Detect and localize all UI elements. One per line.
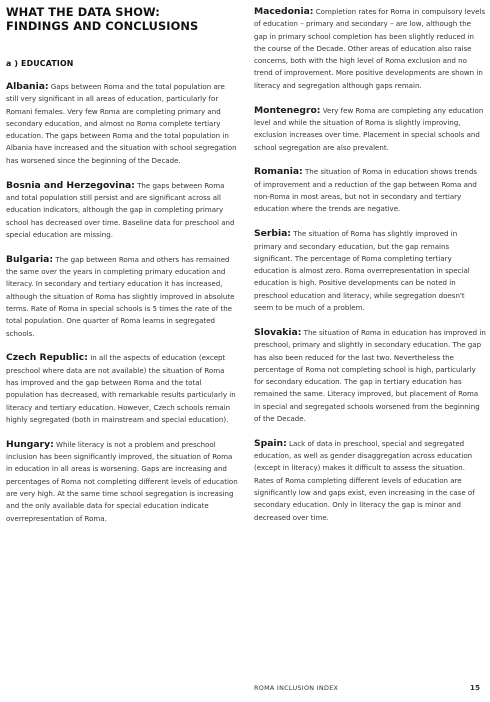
entry-romania (254, 166, 486, 215)
country-name: Spain: (254, 437, 287, 449)
entry-text: While literacy is not a problem and preschool inclusion has been significantly improved, the situation of Roma in education in all areas is worsening. Gaps are increasing and percentages of Roma not completing different levels of education are very high. At the same time school segregation is increasing and the only available data for special education indicate overrepresentation of Roma. (6, 439, 238, 523)
right-column (254, 6, 486, 537)
country-name: Montenegro: (254, 104, 321, 116)
country-name: Hungary: (6, 438, 54, 450)
entry-text: Very few Roma are completing any education level and while the situation of Roma is slightly improving, exclusion increases over time. Placement in special schools and school segregation are also prevalent. (254, 105, 484, 152)
entry-bulgaria (6, 254, 238, 340)
country-name: Bosnia and Herzegovina: (6, 179, 135, 191)
entry-spain (254, 438, 486, 524)
entry-text: The situation of Roma has slightly improved in primary and secondary education, but the gap remains significant. The percentage of Roma completing tertiary education is almost zero. Roma overrepresentation in special education is high. Positive developments can be noted in preschool education and literacy, while segregation doesn't seem to be much of a problem. (254, 229, 470, 313)
entry-text: Lack of data in preschool, special and segregated education, as well as gender disaggregation across education (except in literacy) makes it difficult to assess the situation. Rates of Roma completing different levels of education are significantly low and gaps exist, even increasing in the case of secondary education. Only in literacy the gap is minor and decreased over time. (254, 438, 475, 522)
country-name: Bulgaria: (6, 253, 54, 265)
entry-serbia (254, 228, 486, 314)
entry-slovakia (254, 327, 486, 425)
footer-publication-title: ROMA INCLUSION INDEX (254, 684, 339, 692)
entry-text: The gap between Roma and others has remained the same over the years in completing primary education and literacy. In secondary and tertiary education it has increased, although the situation of Roma has slightly improved in absolute terms. Rate of Roma in special schools is 5 times the rate of the total population. One quarter of Roma learns in segregated schools. (6, 254, 235, 338)
entry-hungary (6, 439, 238, 525)
page-number: 15 (470, 684, 481, 692)
entry-bosnia-herzegovina (6, 180, 238, 241)
left-column (6, 6, 238, 537)
section-title-line-2: FINDINGS AND CONCLUSIONS (6, 18, 199, 33)
country-name: Macedonia: (254, 6, 314, 17)
entry-text: In all the aspects of education (except preschool where data are not available) the situation of Roma has improved and the gap between Roma and the total population has decreased, with remarkable results particularly in literacy and tertiary education. However, Czech schools remain highly segregated (both in mainstream and special education). (6, 353, 236, 424)
entry-text: The gaps between Roma and total population still persist and are significant across all education indicators, although the gap in completing primary school has decreased over time. Baseline data for preschool and special education are missing. (6, 180, 235, 239)
entry-text: Completion rates for Roma in compulsory levels of education – primary and secondary – are low, although the gap in primary school completion has been slightly reduced in the course of the Decade. Other areas of education also raise concerns, both with the high level of Roma exclusion and no trend of improvement. More positive developments are shown in literacy and segregation although gaps remain. (254, 7, 486, 90)
entry-montenegro (254, 105, 486, 154)
section-title (6, 6, 238, 33)
entry-czech-republic (6, 352, 238, 426)
entry-text: The situation of Roma in education has improved in preschool, primary and slightly in secondary education. The gap has also been reduced for the last two. Nevertheless the percentage of Roma not completing school is high, particularly for secondary education. The gap in tertiary education has remained the same. Literacy improved, but placement of Roma in special and segregated schools worsened from the beginning of the Decade. (254, 327, 486, 423)
country-name: Serbia: (254, 228, 291, 240)
country-name: Czech Republic: (6, 352, 88, 364)
entry-text: The situation of Roma in education shows trends of improvement and a reduction of the gap between Roma and non-Roma in most areas, but not in secondary and tertiary education where the trends are negative. (254, 167, 478, 214)
country-name: Albania: (6, 81, 49, 92)
entry-albania (6, 81, 238, 167)
country-name: Slovakia: (254, 326, 302, 338)
entry-macedonia (254, 6, 486, 92)
subsection-title: a ) EDUCATION (6, 59, 74, 68)
entry-text: Gaps between Roma and the total population are still very significant in all areas of education, particularly for Romani females. Very few Roma are completing primary and secondary education, and almost no Roma complete tertiary education. The gaps between Roma and the total population in Albania have increased and the situation with school segregation has worsened since the beginning of the Decade. (6, 82, 237, 165)
country-name: Romania: (254, 166, 303, 178)
section-title-line-1: WHAT THE DATA SHOW: (6, 5, 160, 19)
